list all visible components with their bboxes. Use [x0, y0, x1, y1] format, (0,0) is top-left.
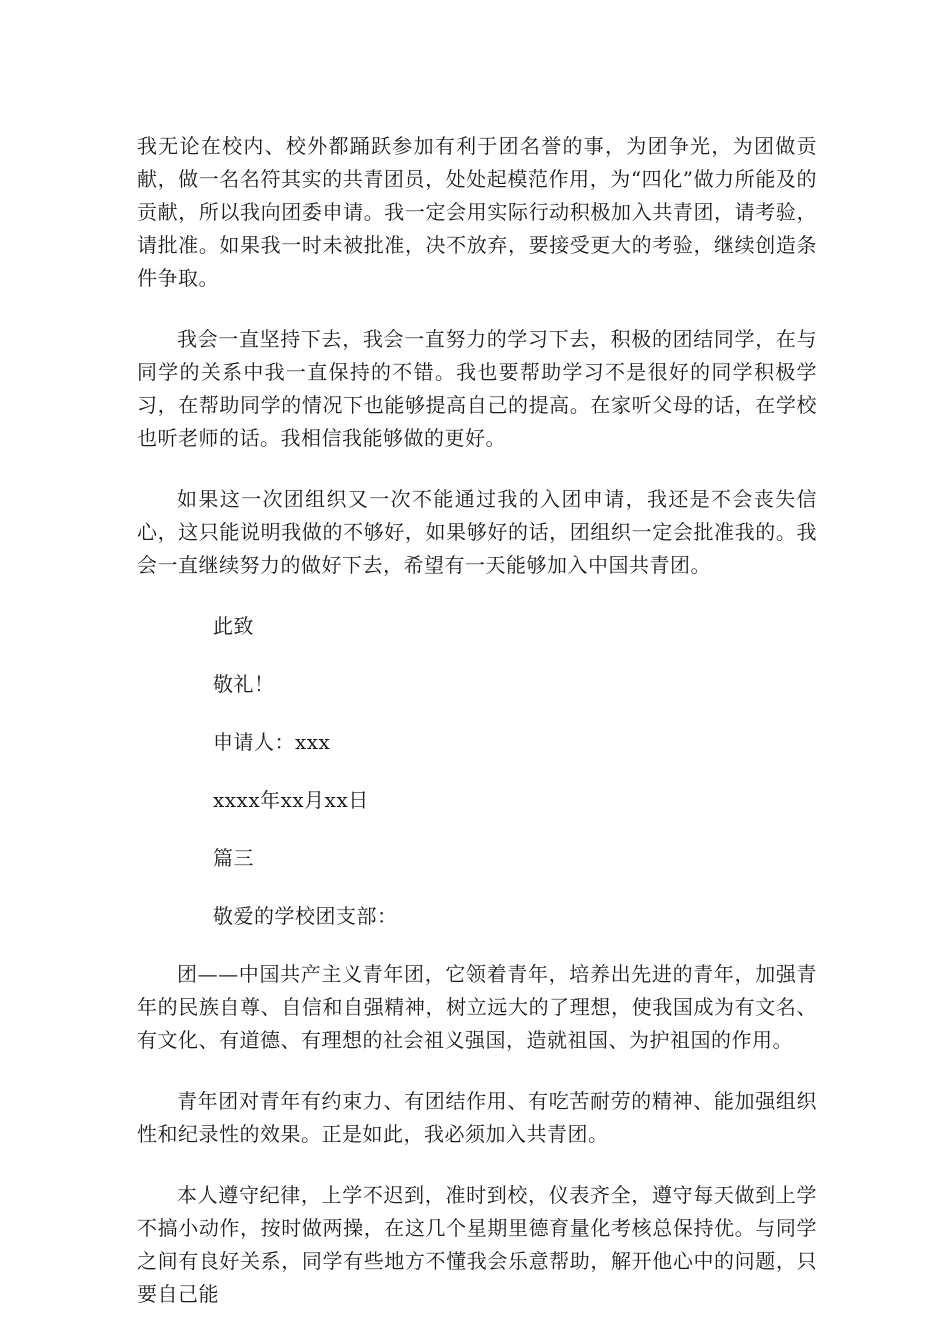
document-body	[137, 130, 817, 1339]
paragraph-league-intro: 团——中国共产主义青年团，它领着青年，培养出先进的青年，加强青年的民族自尊、自信和自强精神，树立远大的了理想，使我国成为有文名、有文化、有道德、有理想的社会祖义强国，造就祖国、为护祖国的作用。	[137, 962, 817, 1052]
paragraph-confidence: 如果这一次团组织又一次不能通过我的入团申请，我还是不会丧失信心，这只能说明我做的不够好，如果够好的话，团组织一定会批准我的。我会一直继续努力的做好下去，希望有一天能够加入中国共青团。	[137, 487, 817, 577]
closing-zhici: 此致	[213, 614, 254, 638]
salutation: 敬爱的学校团支部：	[213, 904, 398, 928]
paragraph-league-effect: 青年团对青年有约束力、有团结作用、有吃苦耐劳的精神、能加强组织性和纪录性的效果。正是如此，我必须加入共青团。	[137, 1089, 817, 1146]
paragraph-continuation: 我无论在校内、校外都踊跃参加有利于团名誉的事，为团争光，为团做贡献，做一名名符其实的共青团员，处处起模范作用，为“四化”做力所能及的贡献，所以我向团委申请。我一定会用实际行动积极加入共青团，请考验，请批准。如果我一时未被批准，决不放弃，要接受更大的考验，继续创造条件争取。	[137, 134, 817, 290]
closing-jingli: 敬礼！	[213, 672, 275, 696]
paragraph-self-conduct: 本人遵守纪律，上学不迟到，准时到校，仪表齐全，遵守每天做到上学不搞小动作，按时做两操，在这几个星期里德育量化考核总保持优。与同学之间有良好关系，同学有些地方不懂我会乐意帮助，解开他心中的问题，只要自己能	[137, 1183, 817, 1306]
applicant-line: 申请人：xxx	[213, 730, 331, 754]
section-title: 篇三	[213, 846, 254, 870]
date-line: xxxx年xx月xx日	[213, 788, 369, 812]
paragraph-persistence: 我会一直坚持下去，我会一直努力的学习下去，积极的团结同学，在与同学的关系中我一直保持的不错。我也要帮助学习不是很好的同学积极学习，在帮助同学的情况下也能够提高自己的提高。在家听父母的话，在学校也听老师的话。我相信我能够做的更好。	[137, 327, 817, 450]
